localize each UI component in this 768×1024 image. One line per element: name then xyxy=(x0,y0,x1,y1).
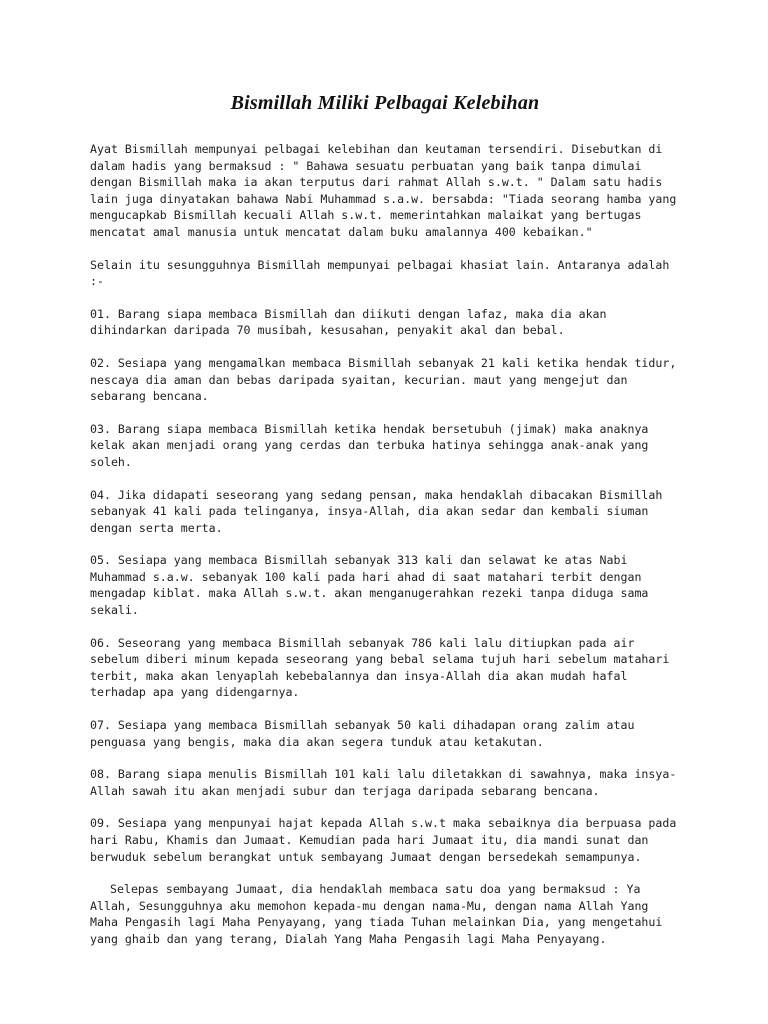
list-item-02: 02. Sesiapa yang mengamalkan membaca Bismillah sebanyak 21 kali ketika hendak tidur, nescaya dia aman dan bebas daripada syaitan, kecurian. maut yang mengejut dan sebarang bencana. xyxy=(90,355,677,404)
list-item-05: 05. Sesiapa yang membaca Bismillah sebanyak 313 kali dan selawat ke atas Nabi Muhammad s.a.w. sebanyak 100 kali pada hari ahad di saat matahari terbit dengan mengadap kiblat. maka Allah s.w.t. akan menganugerahkan rezeki tanpa diduga sama sekali. xyxy=(90,553,649,618)
closing-paragraph: Selepas sembayang Jumaat, dia hendaklah membaca satu doa yang bermaksud : Ya Allah, Sesungguhnya aku memohon kepada-mu dengan nama-Mu, dengan nama Allah Yang Maha Pengasih lagi Maha Penyayang, yang tiada Tuhan melainkan Dia, yang mengetahui yang ghaib dan yang terang, Dialah Yang Maha Pengasih lagi Maha Penyayang. xyxy=(90,882,663,946)
list-item-01: 01. Barang siapa membaca Bismillah dan diikuti dengan lafaz, maka dia akan dihindarkan daripada 70 musibah, kesusahan, penyakit akal dan bebal. xyxy=(90,306,607,338)
list-item-03: 03. Barang siapa membaca Bismillah ketika hendak bersetubuh (jimak) maka anaknya kelak akan menjadi orang yang cerdas dan terbuka hatinya sehingga anak-anak yang soleh. xyxy=(90,421,649,469)
list-item-04: 04. Jika didapati seseorang yang sedang pensan, maka hendaklah dibacakan Bismillah sebanyak 41 kali pada telinganya, insya-Allah, dia akan sedar dan kembali siuman dengan serta merta. xyxy=(90,487,663,535)
list-item-06: 06. Seseorang yang membaca Bismillah sebanyak 786 kali lalu ditiupkan pada air sebelum diberi minum kepada seseorang yang bebal selama tujuh hari sebelum matahari terbit, maka akan lenyaplah kebebalannya dan insya-Allah dia akan mudah hafal terhadap apa yang didengarnya. xyxy=(90,635,670,700)
list-item-08: 08. Barang siapa menulis Bismillah 101 kali lalu diletakkan di sawahnya, maka insya-Allah sawah itu akan menjadi subur dan terjaga daripada sebarang bencana. xyxy=(90,767,677,798)
document-title: Bismillah Miliki Pelbagai Kelebihan xyxy=(230,92,540,114)
intro-paragraph: Ayat Bismillah mempunyai pelbagai kelebihan dan keutaman tersendiri. Disebutkan di dalam hadis yang bermaksud : " Bahawa sesuatu perbuatan yang baik tanpa dimulai dengan Bismillah maka ia akan terputus dari rahmat Allah s.w.t. " Dalam satu hadis lain juga dinyatakan bahawa Nabi Muhammad s.a.w. bersabda: "Tiada seorang hamba yang mengucapkab Bismillah kecuali Allah s.w.t. memerintahkan malaikat yang bertugas mencatat amal manusia untuk mencatat dalam buku amalannya 400 kebaikan." xyxy=(90,142,677,239)
lead-in-paragraph: Selain itu sesungguhnya Bismillah mempunyai pelbagai khasiat lain. Antaranya adalah :- xyxy=(90,257,670,289)
list-item-09: 09. Sesiapa yang menpunyai hajat kepada Allah s.w.t maka sebaiknya dia berpuasa pada hari Rabu, Khamis dan Jumaat. Kemudian pada hari Jumaat itu, dia mandi sunat dan berwuduk sebelum berangkat untuk sembayang Jumaat dengan bersedekah semampunya. xyxy=(90,816,677,864)
list-item-07: 07. Sesiapa yang membaca Bismillah sebanyak 50 kali dihadapan orang zalim atau penguasa yang bengis, maka dia akan segera tunduk atau ketakutan. xyxy=(90,718,635,749)
